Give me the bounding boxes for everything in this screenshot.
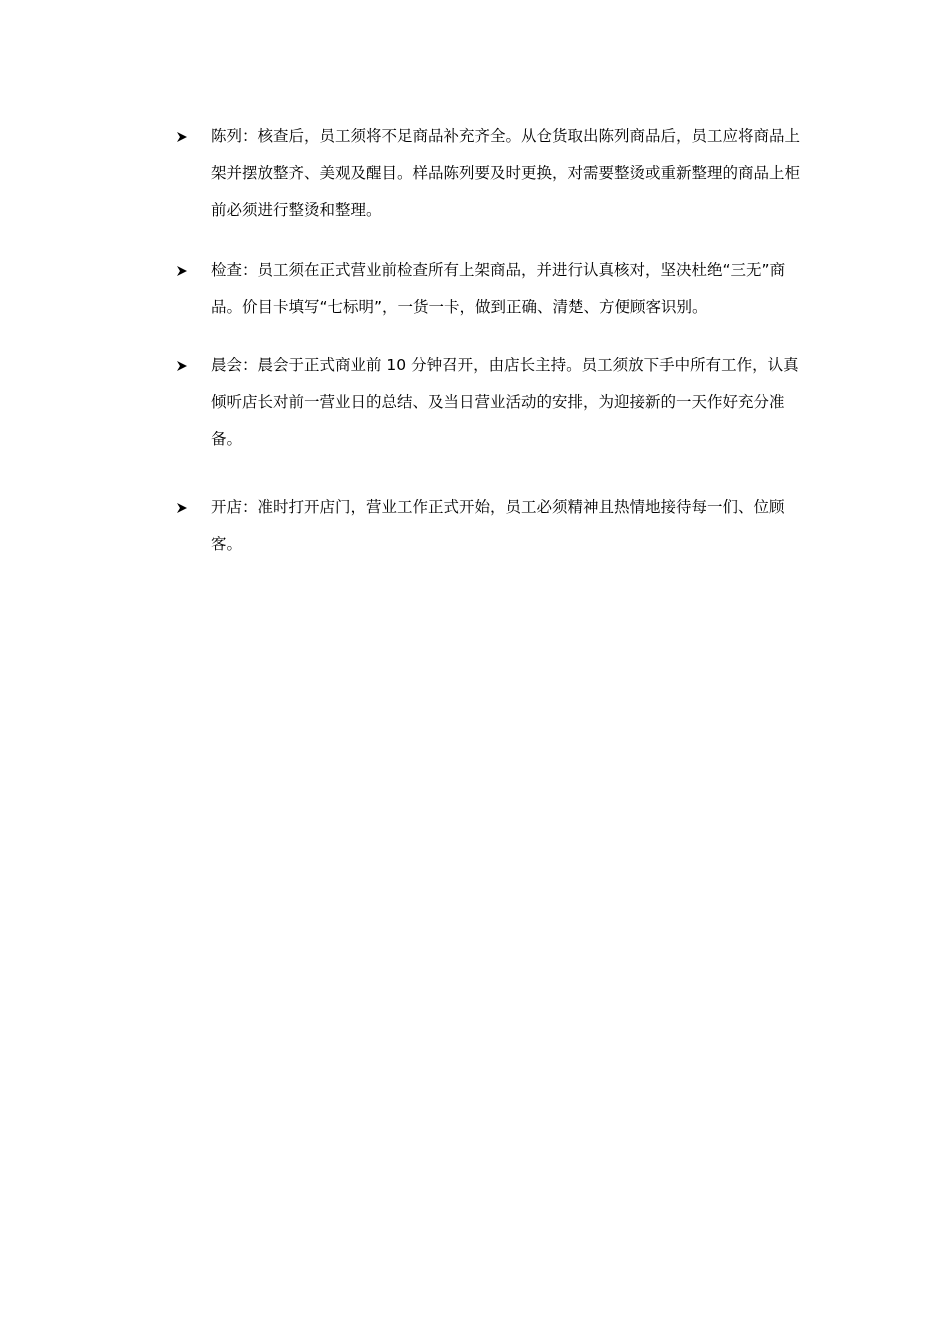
arrowhead-bullet-icon xyxy=(176,347,192,384)
arrowhead-bullet-icon xyxy=(176,252,192,289)
arrowhead-bullet-icon xyxy=(176,489,192,526)
arrowhead-bullet-icon xyxy=(176,118,192,155)
paragraph-morning-meeting: 晨会：晨会于正式商业前 10 分钟召开，由店长主持。员工须放下手中所有工作，认真倾听店长对前一营业日的总结、及当日营业活动的安排，为迎接新的一天作好充分准备。 xyxy=(211,356,799,448)
paragraph-display: 陈列：核查后，员工须将不足商品补充齐全。从仓货取出陈列商品后，员工应将商品上架并摆放整齐、美观及醒目。样品陈列要及时更换，对需要整烫或重新整理的商品上柜前必须进行整烫和整理。 xyxy=(211,127,801,219)
paragraph-store-opening: 开店：准时打开店门，营业工作正式开始，员工必须精神且热情地接待每一们、位顾客。 xyxy=(211,498,785,553)
paragraph-inspection: 检查：员工须在正式营业前检查所有上架商品，并进行认真核对，坚决杜绝“三无”商品。价目卡填写“七标明”，一货一卡，做到正确、清楚、方便顾客识别。 xyxy=(211,261,786,316)
